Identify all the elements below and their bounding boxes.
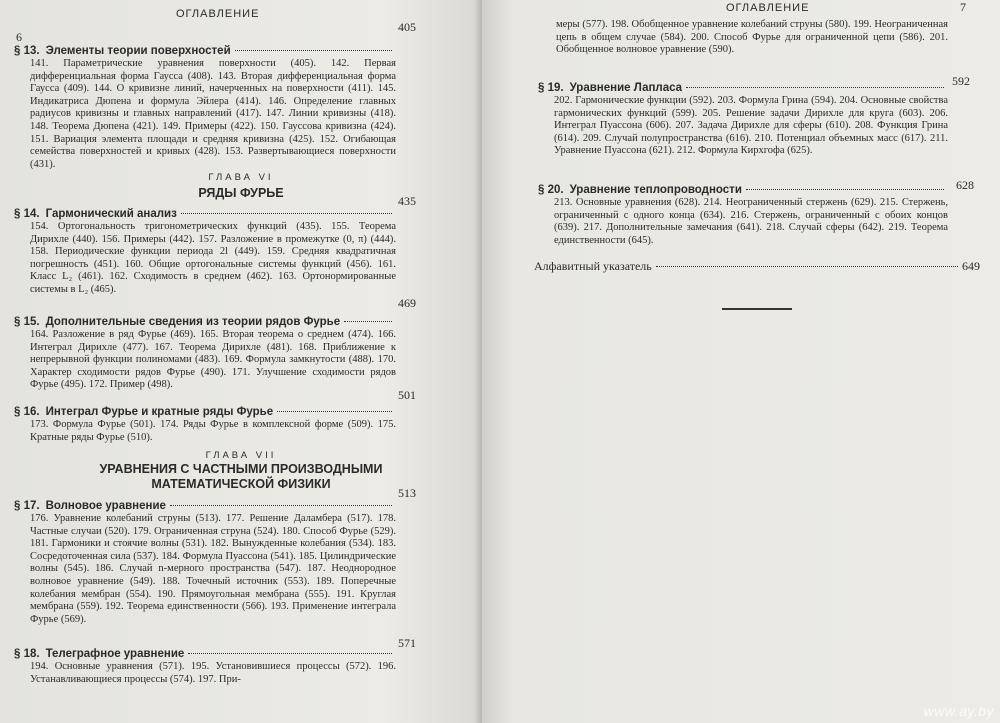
toc-alphabetical-index[interactable] — [534, 259, 980, 274]
section-subtopics: 194. Основные уравнения (571). 195. Установившиеся процессы (572). 196. Устанавливающиеся процессы (574). 197. При- — [30, 661, 396, 685]
index-label: Алфавитный указатель — [534, 259, 652, 273]
section-subtopics: 141. Параметрические уравнения поверхности (405). 142. Первая дифференциальная форма Гаусса (408). 143. Вторая дифференциальная форма Гаусса (409). 144. О кривизне линий, начерченных на поверхности (411). 145. Индикатриса Дюпена и формула Эйлера (414). 146. Определение главных радиусов кривизны и главных направлений (417). 147. Линии кривизны (418). 148. Теорема Дюпена (421). 149. Примеры (422). 150. Гауссова кривизна (424). 151. Вариация элемента площади и средняя кривизна (425). 152. Огибающая семейства поверхностей и кривых (428). 153. Развертывающиеся поверхности (431). — [30, 58, 396, 170]
section-16-page: 501 — [398, 388, 416, 402]
leader-dots — [277, 411, 392, 412]
section-title: Уравнение Лапласа — [569, 82, 683, 94]
toc-section-19[interactable] — [538, 82, 948, 158]
chapter-vii-title-line2: МАТЕМАТИЧЕСКОЙ ФИЗИКИ — [151, 477, 331, 491]
section-number: § 16. — [14, 406, 40, 418]
continued-section-18-text: меры (577). 198. Обобщенное уравнение колебаний струны (580). 199. Неограниченная цепь в общем случае (584). 200. Способ Фурье для ограниченной цепи (586). 201. Обобщенное волновое уравнение (590). — [556, 19, 948, 56]
toc-section-18[interactable] — [14, 648, 396, 686]
section-number: § 13. — [14, 45, 40, 57]
leader-dots — [235, 50, 392, 51]
toc-section-17[interactable] — [14, 500, 396, 626]
toc-section-14[interactable] — [14, 208, 396, 297]
section-subtopics: 176. Уравнение колебаний струны (513). 177. Решение Даламбера (517). 178. Частные случаи (520). 179. Ограниченная струна (524). 180. Способ Фурье (529). 181. Гармоники и стоячие волны (531). 182. Вынужденные колебания (534). 183. Сосредоточенная сила (537). 184. Формула Пуассона (541). 185. Цилиндрические волны (545). 186. Случай n-мерного пространства (547). 187. Неоднородное волновое уравнение (549). 188. Точечный источник (553). 189. Поперечные колебания мембран (554). 190. Прямоугольная мембрана (555). 191. Круглая мембрана (559). 192. Теорема единственности (566). 193. Применение интеграла Фурье (569). — [30, 513, 396, 625]
leader-dots — [746, 189, 944, 190]
section-number: § 19. — [538, 82, 564, 94]
section-title: Гармонический анализ — [45, 208, 177, 220]
section-number: § 15. — [14, 316, 40, 328]
section-subtopics: 164. Разложение в ряд Фурье (469). 165. Вторая теорема о среднем (474). 166. Интеграл Дирихле (477). 167. Теорема Дирихле (481). 168. Приближение к непрерывной функции полиномами (483). 169. Формула замкнутости (488). 170. Характер сходимости рядов Фурье (490). 171. Улучшение сходимости рядов Фурье (495). 172. Пример (498). — [30, 329, 396, 391]
section-20-page: 628 — [956, 178, 974, 192]
left-page — [0, 0, 482, 723]
chapter-vi-label: ГЛАВА VI — [208, 172, 274, 183]
leader-dots — [181, 213, 392, 214]
section-number: § 14. — [14, 208, 40, 220]
section-title: Элементы теории поверхностей — [45, 45, 231, 57]
section-17-page: 513 — [398, 486, 416, 500]
index-page: 649 — [962, 259, 980, 273]
chapter-vii-title-line1: УРАВНЕНИЯ С ЧАСТНЫМИ ПРОИЗВОДНЫМИ — [99, 462, 383, 476]
section-title: Волновое уравнение — [45, 500, 166, 512]
section-title: Дополнительные сведения из теории рядов Фурье — [45, 316, 341, 328]
section-title: Телеграфное уравнение — [45, 648, 185, 660]
section-number: § 20. — [538, 184, 564, 196]
chapter-vii-label: ГЛАВА VII — [205, 450, 277, 461]
right-page — [482, 0, 1000, 723]
section-title: Интеграл Фурье и кратные ряды Фурье — [45, 406, 274, 418]
leader-dots — [188, 653, 392, 654]
section-number: § 17. — [14, 500, 40, 512]
watermark: www.ay.by — [923, 703, 994, 719]
chapter-vi-title: РЯДЫ ФУРЬЕ — [198, 186, 284, 200]
leader-dots — [686, 87, 944, 88]
section-number: § 18. — [14, 648, 40, 660]
toc-section-20[interactable] — [538, 184, 948, 247]
leader-dots — [656, 266, 958, 267]
end-rule — [722, 308, 792, 310]
right-page-number: 7 — [960, 0, 966, 14]
section-subtopics: 154. Ортогональность тригонометрических функций (435). 155. Теорема Дирихле (440). 156. Примеры (442). 157. Разложение в промежутке (0, π) (444). 158. Периодические функции периода 2l (449). 159. Средняя квадратичная погрешность (451). 160. Общие ортогональные системы функций (456). 161. Класс L₂ (461). 162. Сходимость в среднем (462). 163. Ортонормированные системы в L₂ (465). — [30, 221, 396, 295]
section-19-page: 592 — [952, 74, 970, 88]
toc-section-13[interactable] — [14, 45, 396, 171]
right-running-head: ОГЛАВЛЕНИЕ — [726, 2, 810, 14]
leader-dots — [344, 321, 392, 322]
section-18-page: 571 — [398, 636, 416, 650]
leader-dots — [170, 505, 392, 506]
section-subtopics: 173. Формула Фурье (501). 174. Ряды Фурье в комплексной форме (509). 175. Кратные ряды Фурье (510). — [30, 419, 396, 443]
left-page-number: 6 — [16, 30, 22, 44]
section-15-page: 469 — [398, 296, 416, 310]
toc-section-16[interactable] — [14, 406, 396, 444]
toc-section-15[interactable] — [14, 316, 396, 392]
section-subtopics: 202. Гармонические функции (592). 203. Формула Грина (594). 204. Основные свойства гармонических функций (599). 205. Решение задачи Дирихле для круга (603). 206. Интеграл Пуассона (606). 207. Задача Дирихле для сферы (610). 208. Функция Грина (614). 209. Случай полупространства (616). 210. Потенциал объемных масс (617). 211. Уравнение Пуассона (621). 212. Формула Кирхгофа (625). — [554, 95, 948, 157]
section-title: Уравнение теплопроводности — [569, 184, 742, 196]
section-subtopics: 213. Основные уравнения (628). 214. Неограниченный стержень (629). 215. Стержень, ограниченный с одного конца (634). 216. Стержень, ограниченный с обоих концов (639). 217. Дополнительные замечания (641). 218. Случай сферы (642). 219. Теорема единственности (645). — [554, 197, 948, 246]
section-13-page: 405 — [398, 20, 416, 34]
section-14-page: 435 — [398, 194, 416, 208]
left-running-head: ОГЛАВЛЕНИЕ — [176, 8, 260, 20]
